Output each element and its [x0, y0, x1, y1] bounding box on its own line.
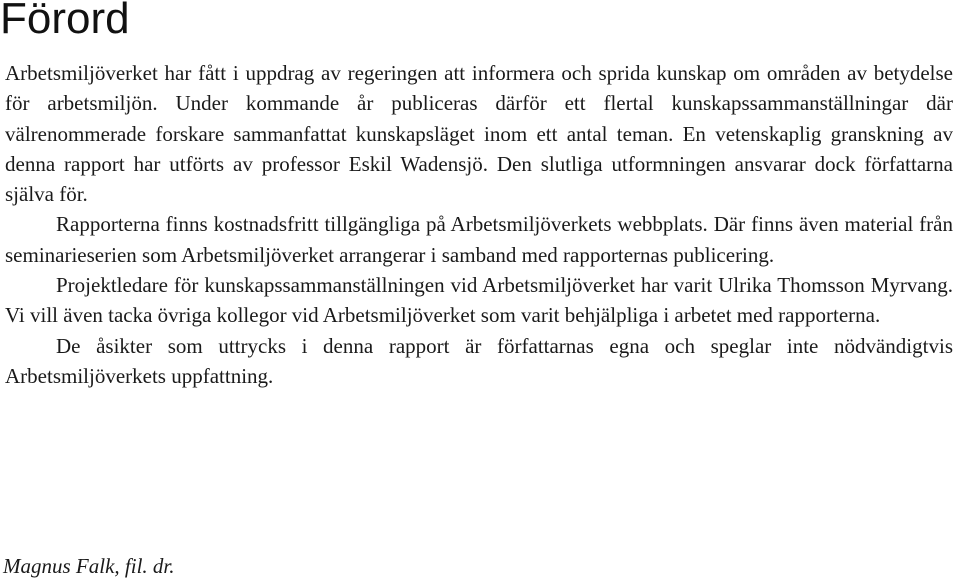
signature: Magnus Falk, fil. dr. [3, 554, 175, 578]
paragraph-disclaimer: De åsikter som uttrycks i denna rapport är författarnas egna och speglar inte nödvändigtvis Arbetsmiljöverkets uppfattning. [5, 333, 953, 388]
paragraph-reports: Rapporterna finns kostnadsfritt tillgängliga på Arbetsmiljöverkets webbplats. Där finns även material från seminarieserien som Arbetsmiljöverket arrangerar i samband med rapporternas publicering. [5, 212, 953, 267]
paragraph-project-lead: Projektledare för kunskapssammanställningen vid Arbetsmiljöverket har varit Ulrika Thomsson Myrvang. Vi vill även tacka övriga kollegor vid Arbetsmiljöverket som varit behjälpliga i arbetet med rapporterna. [5, 273, 953, 328]
page-title: Förord [0, 0, 130, 43]
preface-body [5, 58, 953, 391]
paragraph-intro: Arbetsmiljöverket har fått i uppdrag av regeringen att informera och sprida kunskap om områden av betydelse för arbetsmiljön. Under kommande år publiceras därför ett flertal kunskapssammanställningar där välrenommerade forskare sammanfattat kunskapsläget inom ett antal teman. En vetenskaplig granskning av denna rapport har utförts av professor Eskil Wadensjö. Den slutliga utformningen ansvarar dock författarna själva för. [5, 61, 953, 207]
